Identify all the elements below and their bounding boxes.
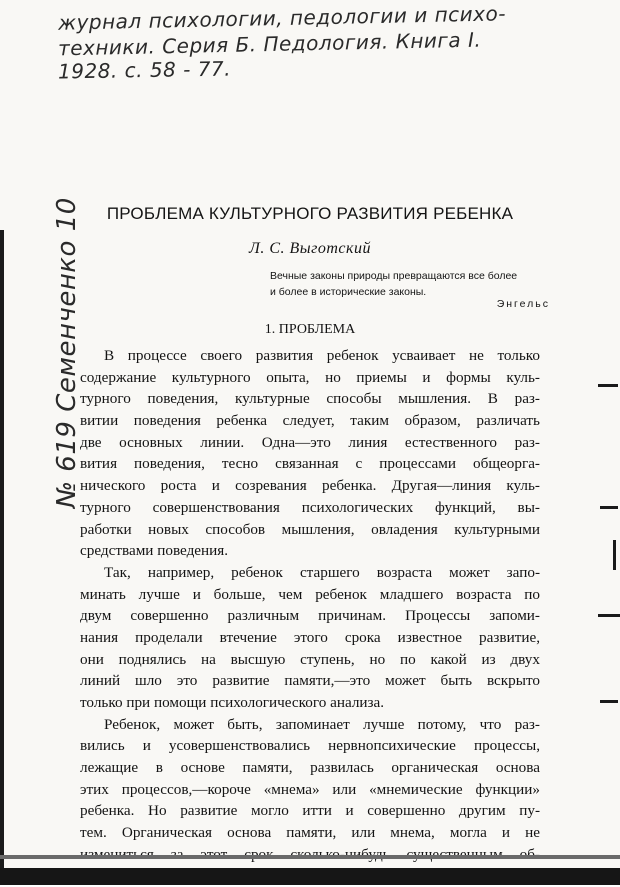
article-title: ПРОБЛЕМА КУЛЬТУРНОГО РАЗВИТИЯ РЕБЕНКА (90, 204, 530, 224)
body-line: нания проделали втечение этого срока известное развитие, (80, 627, 540, 649)
article-body (80, 345, 540, 887)
body-line: содержание культурного опыта, но приемы и формы куль- (80, 367, 540, 389)
body-line: двум совершенно различным причинам. Процессы запоми- (80, 605, 540, 627)
handwritten-note-line-3: 1928. с. 58 - 77. (58, 56, 231, 83)
scan-edge-bottom (0, 868, 620, 885)
body-line: турного совершенствования психологических функций, вы- (80, 497, 540, 519)
scan-margin-mark (600, 506, 618, 509)
body-line: нического роста и созревания ребенка. Другая—линия куль- (80, 475, 540, 497)
epigraph-author: Энгельс (440, 298, 550, 310)
handwritten-note-line-2: техники. Серия Б. Педология. Книга I. (58, 28, 482, 61)
scan-edge-left (0, 230, 4, 885)
body-line: минать лучше и больше, чем ребенок младшего возраста по (80, 584, 540, 606)
handwritten-note-line-1: журнал психологии, педологии и психо- (58, 1, 506, 34)
body-line: витии поведения ребенка следует, таким образом, различать (80, 410, 540, 432)
body-line: линий шло это развитие памяти,—это может быть вскрыто (80, 670, 540, 692)
article-author: Л. С. Выготский (100, 240, 520, 258)
body-line: работки новых способов мышления, овладения культурными (80, 519, 540, 541)
epigraph (270, 268, 550, 300)
body-line: этих процессов,—короче «мнема» или «мнемические функции» (80, 779, 540, 801)
body-line: Ребенок, может быть, запоминает лучше потому, что раз- (80, 714, 540, 736)
body-line: ребенка. Но развитие могло итти и совершенно другим пу- (80, 800, 540, 822)
body-line: вития поведения, тесно связанная с процессами общеорга- (80, 453, 540, 475)
scan-margin-mark (598, 384, 618, 387)
scan-margin-mark (600, 700, 618, 703)
body-line: лежащие в основе памяти, развилась органическая основа (80, 757, 540, 779)
body-line: вились и усовершенствовались нервнопсихические процессы, (80, 735, 540, 757)
body-line: они поднялись на высшую ступень, но по какой из двух (80, 649, 540, 671)
epigraph-line-1: Вечные законы природы превращаются все более (270, 268, 550, 284)
epigraph-line-2: и более в исторические законы. (270, 284, 550, 300)
body-line: средствами поведения. (80, 540, 540, 562)
body-line: тем. Органическая основа памяти, или мнема, могла и не (80, 822, 540, 844)
scan-margin-mark (613, 540, 616, 570)
handwritten-side-note: № 619 Семенченко 10 (52, 197, 82, 508)
body-line: В процессе своего развития ребенок усваивает не только (80, 345, 540, 367)
section-heading: 1. ПРОБЛЕМА (100, 322, 520, 338)
scan-edge-bottom-shadow (0, 855, 620, 859)
scan-margin-mark (598, 614, 620, 617)
body-line: только при помощи психологического анализа. (80, 692, 540, 714)
body-line: две основных линии. Одна—это линия естественного раз- (80, 432, 540, 454)
body-line: турного поведения, культурные способы мышления. В раз- (80, 388, 540, 410)
body-line: Так, например, ребенок старшего возраста может запо- (80, 562, 540, 584)
